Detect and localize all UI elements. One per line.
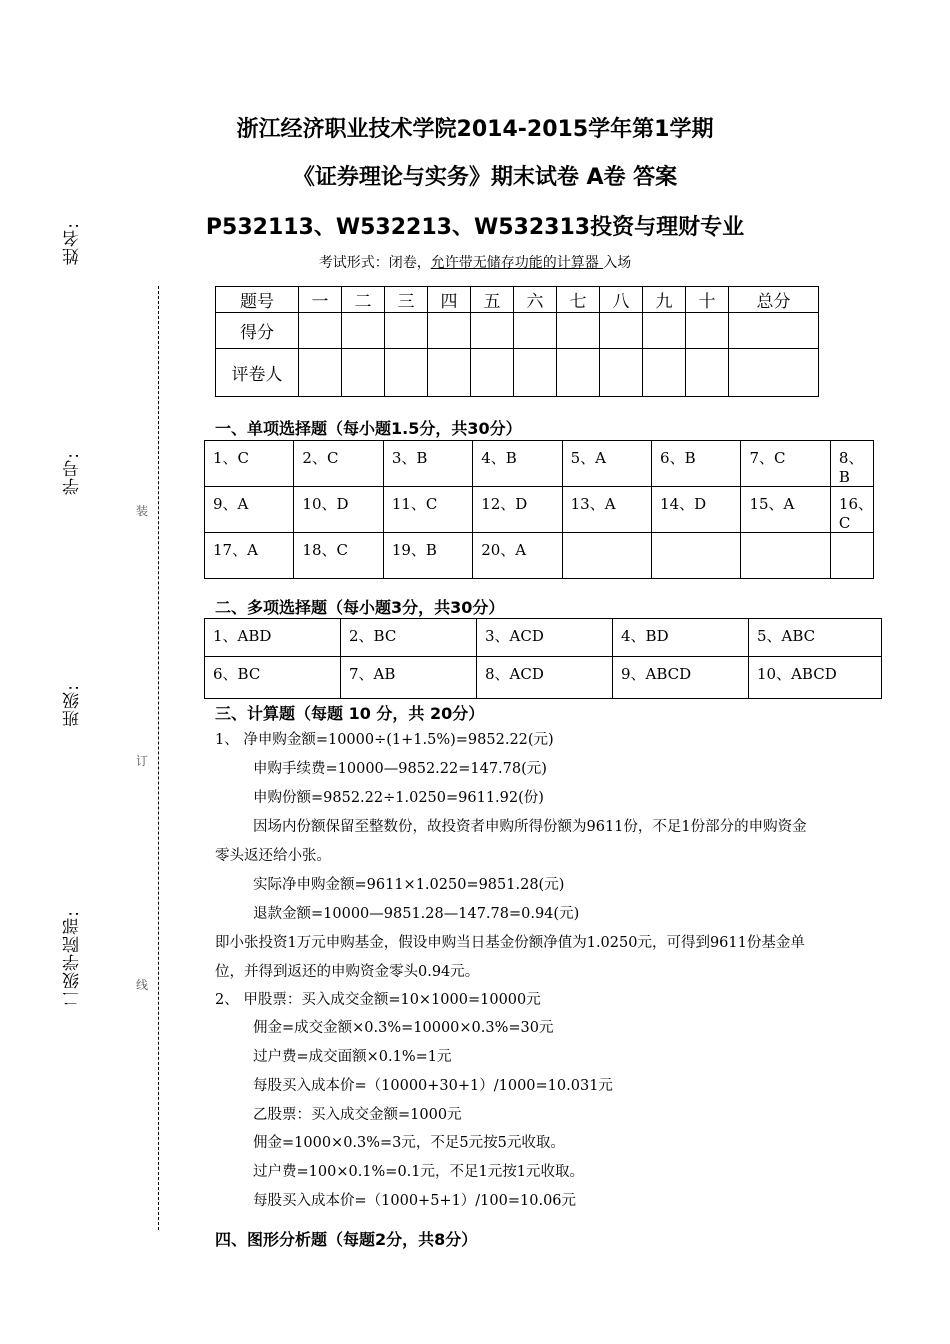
score-header-cell: 三	[385, 287, 428, 313]
score-table-header-row	[216, 287, 819, 313]
calc-line: 每股买入成本价=（10000+30+1）/1000=10.031元	[253, 1078, 613, 1094]
table-row	[205, 657, 882, 699]
answer-cell: 9、ABCD	[613, 657, 749, 699]
answer-cell: 3、ACD	[477, 619, 613, 657]
calc-line: 位，并得到返还的申购资金零头0.94元。	[215, 964, 480, 980]
answer-cell: 14、D	[652, 487, 741, 533]
answer-cell: 5、A	[562, 441, 651, 487]
answer-cell: 2、BC	[341, 619, 477, 657]
answer-cell: 5、ABC	[749, 619, 882, 657]
table-row	[205, 533, 874, 579]
answer-cell: 8、B	[830, 441, 873, 487]
answer-cell	[652, 533, 741, 579]
calc-line: 1、 净申购金额=10000÷(1+1.5%)=9852.22(元)	[215, 732, 554, 748]
answer-cell	[741, 533, 830, 579]
score-header-cell: 四	[428, 287, 471, 313]
calc-line: 退款金额=10000—9851.28—147.78=0.94(元)	[253, 906, 580, 922]
answer-cell: 16、C	[830, 487, 873, 533]
binding-mark-zhuang: 装	[136, 504, 149, 518]
answer-cell	[562, 533, 651, 579]
grader-row	[216, 349, 819, 397]
answer-cell: 15、A	[741, 487, 830, 533]
answer-cell: 6、B	[652, 441, 741, 487]
exam-form-line	[0, 252, 950, 272]
score-table	[215, 286, 819, 397]
grader-row-label: 评卷人	[216, 349, 299, 397]
section-3-title: 三、计算题（每题 10 分，共 20分）	[215, 704, 485, 723]
calc-line: 佣金=1000×0.3%=3元，不足5元按5元收取。	[253, 1135, 565, 1151]
calc-line: 申购份额=9852.22÷1.0250=9611.92(份)	[253, 790, 544, 806]
answer-cell: 19、B	[383, 533, 472, 579]
section-2-title: 二、多项选择题（每小题3分，共30分）	[215, 598, 505, 617]
calc-line: 过户费=成交面额×0.1%=1元	[253, 1049, 452, 1065]
calc-line: 佣金=成交金额×0.3%=10000×0.3%=30元	[253, 1020, 554, 1036]
answer-cell: 20、A	[473, 533, 562, 579]
answer-cell: 1、C	[205, 441, 294, 487]
section-4-title: 四、图形分析题（每题2分，共8分）	[215, 1230, 478, 1249]
calc-line: 每股买入成本价=（1000+5+1）/100=10.06元	[253, 1193, 577, 1209]
score-header-cell: 二	[342, 287, 385, 313]
answer-cell	[830, 533, 873, 579]
calc-line: 乙股票：买入成交金额=1000元	[253, 1107, 462, 1123]
score-header-cell: 五	[471, 287, 514, 313]
answer-cell: 13、A	[562, 487, 651, 533]
score-header-cell: 十	[686, 287, 729, 313]
score-header-cell: 六	[514, 287, 557, 313]
calc-line: 申购手续费=10000—9852.22=147.78(元)	[253, 761, 547, 777]
answer-cell: 1、ABD	[205, 619, 341, 657]
answer-cell: 7、C	[741, 441, 830, 487]
answer-cell: 8、ACD	[477, 657, 613, 699]
answer-cell: 2、C	[294, 441, 383, 487]
answer-cell: 10、ABCD	[749, 657, 882, 699]
calc-line: 实际净申购金额=9611×1.0250=9851.28(元)	[253, 877, 565, 893]
exam-form-suffix: 入场	[603, 255, 632, 271]
title-line-2: 《证券理论与实务》期末试卷 A卷 答案	[292, 165, 678, 190]
section-1-title: 一、单项选择题（每小题1.5分，共30分）	[215, 419, 522, 438]
table-row	[205, 619, 882, 657]
score-header-cell: 八	[600, 287, 643, 313]
answer-cell: 4、B	[473, 441, 562, 487]
score-row-label: 得分	[216, 313, 299, 349]
score-header-cell: 总分	[729, 287, 819, 313]
exam-form-calculator: 允许带无储存功能的计算器	[430, 255, 604, 271]
answer-cell: 11、C	[383, 487, 472, 533]
answer-cell: 6、BC	[205, 657, 341, 699]
score-header-cell: 一	[299, 287, 342, 313]
binding-mark-xian: 线	[136, 978, 149, 992]
score-row	[216, 313, 819, 349]
student-id-label: 学号:	[63, 452, 83, 495]
answer-cell: 3、B	[383, 441, 472, 487]
title-line-3: P532113、W532213、W532313投资与理财专业	[205, 215, 745, 240]
exam-form-prefix: 考试形式：闭卷，	[318, 255, 431, 271]
title-line-1: 浙江经济职业技术学院2014-2015学年第1学期	[236, 117, 714, 142]
answer-cell: 17、A	[205, 533, 294, 579]
calc-line: 即小张投资1万元申购基金，假设申购当日基金份额净值为1.0250元，可得到9611份基金单	[215, 935, 805, 951]
table-row	[205, 487, 874, 533]
answer-cell: 7、AB	[341, 657, 477, 699]
answer-cell: 12、D	[473, 487, 562, 533]
calc-line: 因场内份额保留至整数份，故投资者申购所得份额为9611份，不足1份部分的申购资金	[253, 819, 807, 835]
binding-dashed-line	[158, 286, 159, 1230]
table-row	[205, 441, 874, 487]
calc-line: 2、 甲股票：买入成交金额=10×1000=10000元	[215, 992, 541, 1008]
class-label: 班级:	[63, 684, 83, 727]
answer-cell: 9、A	[205, 487, 294, 533]
calc-line: 零头返还给小张。	[215, 848, 331, 864]
answer-cell: 4、BD	[613, 619, 749, 657]
multi-choice-answer-table	[204, 618, 882, 699]
answer-cell: 18、C	[294, 533, 383, 579]
answer-cell: 10、D	[294, 487, 383, 533]
score-header-cell: 题号	[216, 287, 299, 313]
name-label: 姓名:	[63, 222, 83, 265]
binding-mark-ding: 订	[136, 754, 149, 768]
calc-line: 过户费=100×0.1%=0.1元，不足1元按1元收取。	[253, 1164, 584, 1180]
single-choice-answer-table	[204, 440, 874, 579]
score-header-cell: 七	[557, 287, 600, 313]
college-label: 二级学院部:	[63, 910, 83, 1007]
score-header-cell: 九	[643, 287, 686, 313]
